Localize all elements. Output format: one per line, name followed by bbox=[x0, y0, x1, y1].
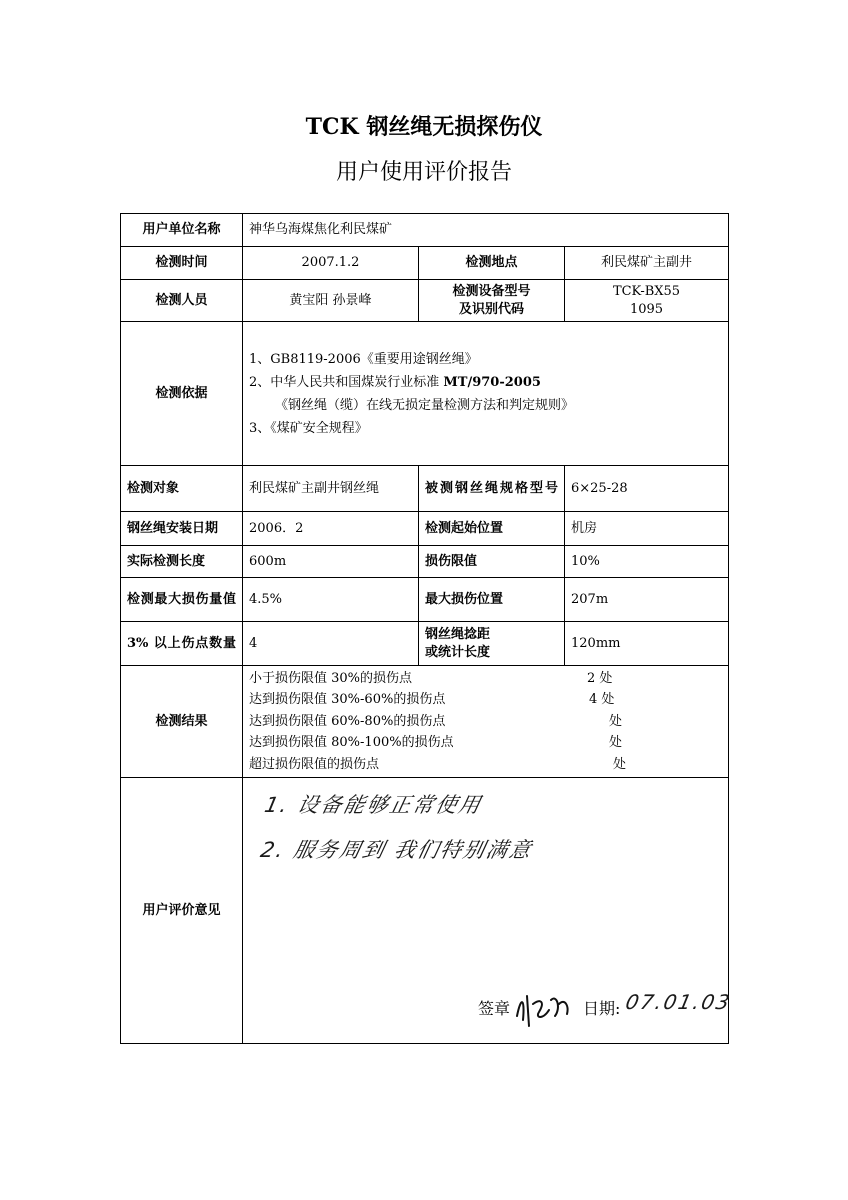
row-count-lay bbox=[121, 622, 729, 666]
result-count-1: 2 处 bbox=[587, 670, 613, 686]
basis-item-2-code: MT/970-2005 bbox=[443, 374, 541, 390]
row-basis bbox=[121, 322, 729, 466]
result-count-2: 4 处 bbox=[589, 692, 615, 708]
damage-limit-value: 10% bbox=[565, 546, 729, 578]
equipment-label bbox=[419, 280, 565, 322]
test-site-label: 检测地点 bbox=[419, 247, 565, 280]
report-title-line2: 用户使用评价报告 bbox=[335, 160, 512, 185]
test-time-value: 2007.1.2 bbox=[243, 247, 419, 280]
row-maxdamage bbox=[121, 578, 729, 622]
basis-item-2-title: 《钢丝绳（缆）在线无损定量检测方法和判定规则》 bbox=[275, 397, 575, 413]
row-install-start bbox=[121, 512, 729, 546]
equipment-label-line2: 及识别代码 bbox=[458, 301, 524, 317]
row-staff-equipment bbox=[121, 280, 729, 322]
basis-item-3: 3、《煤矿安全规程》 bbox=[249, 420, 368, 436]
row-evaluation bbox=[121, 778, 729, 1044]
test-time-label: 检测时间 bbox=[121, 247, 243, 280]
equipment-code: 1095 bbox=[629, 301, 664, 317]
result-text-5: 超过损伤限值的损伤点 bbox=[249, 756, 380, 772]
basis-label: 检测依据 bbox=[121, 322, 243, 466]
result-count-5: 处 bbox=[613, 756, 627, 772]
result-text-4: 达到损伤限值 80%-100%的损伤点 bbox=[249, 735, 454, 751]
evaluation-label: 用户评价意见 bbox=[121, 778, 243, 1044]
lay-length-label-line2: 或统计长度 bbox=[425, 644, 491, 660]
test-site-value: 利民煤矿主副井 bbox=[565, 247, 729, 280]
result-line-2 bbox=[249, 689, 722, 711]
row-object-spec bbox=[121, 466, 729, 512]
report-title-line1: TCK 钢丝绳无损探伤仪 bbox=[305, 114, 543, 140]
start-position-value: 机房 bbox=[565, 512, 729, 546]
result-text-3: 达到损伤限值 60%-80%的损伤点 bbox=[249, 713, 446, 729]
handwritten-date: 07.01.03 bbox=[623, 990, 734, 1014]
results-value bbox=[243, 666, 729, 778]
max-damage-label: 检测最大损伤量值 bbox=[121, 578, 243, 622]
equipment-label-line1: 检测设备型号 bbox=[452, 283, 531, 299]
date-label: 日期: bbox=[583, 999, 621, 1018]
equipment-model: TCK-BX55 bbox=[612, 283, 681, 299]
object-label: 检测对象 bbox=[121, 466, 243, 512]
length-value: 600m bbox=[243, 546, 419, 578]
spec-value: 6×25-28 bbox=[565, 466, 729, 512]
evaluation-area bbox=[243, 778, 734, 1042]
handwritten-comment-1: 1. 设备能够正常使用 bbox=[262, 793, 485, 817]
lay-length-label-line1: 钢丝绳捻距 bbox=[425, 626, 491, 642]
damage-count-value: 4 bbox=[243, 622, 419, 666]
start-position-label: 检测起始位置 bbox=[419, 512, 565, 546]
result-text-2: 达到损伤限值 30%-60%的损伤点 bbox=[249, 692, 446, 708]
row-length-limit bbox=[121, 546, 729, 578]
lay-length-value: 120mm bbox=[565, 622, 729, 666]
basis-item-2-text: 2、中华人民共和国煤炭行业标准 bbox=[249, 374, 444, 390]
result-count-4: 处 bbox=[609, 735, 623, 751]
equipment-value bbox=[565, 280, 729, 322]
row-time-site bbox=[121, 247, 729, 280]
basis-item-1: 1、GB8119-2006《重要用途钢丝绳》 bbox=[249, 351, 478, 367]
damage-count-label: 3% 以上伤点数量 bbox=[121, 622, 243, 666]
max-damage-value: 4.5% bbox=[243, 578, 419, 622]
object-value: 利民煤矿主副井钢丝绳 bbox=[243, 466, 419, 512]
result-line-3 bbox=[249, 711, 722, 733]
evaluation-value bbox=[243, 778, 734, 1044]
lay-length-label bbox=[419, 622, 565, 666]
row-results bbox=[121, 666, 729, 778]
basis-item-2 bbox=[249, 371, 722, 394]
result-line-1 bbox=[249, 668, 722, 690]
install-date-label: 钢丝绳安装日期 bbox=[121, 512, 243, 546]
damage-limit-label: 损伤限值 bbox=[419, 546, 565, 578]
result-count-3: 处 bbox=[609, 713, 623, 729]
result-line-5 bbox=[249, 754, 722, 776]
staff-label: 检测人员 bbox=[121, 280, 243, 322]
handwritten-comment-2: 2. 服务周到 我们特别满意 bbox=[258, 838, 535, 862]
basis-value bbox=[243, 322, 729, 466]
sign-label: 签章 bbox=[478, 999, 511, 1018]
length-label: 实际检测长度 bbox=[121, 546, 243, 578]
row-user-unit bbox=[121, 214, 729, 247]
install-date-value: 2006．2 bbox=[243, 512, 419, 546]
evaluation-form-table bbox=[120, 213, 734, 1044]
results-label: 检测结果 bbox=[121, 666, 243, 778]
result-line-4 bbox=[249, 732, 722, 754]
user-unit-value: 神华乌海煤焦化利民煤矿 bbox=[243, 214, 729, 247]
user-unit-label: 用户单位名称 bbox=[121, 214, 243, 247]
signature-image bbox=[511, 986, 575, 1030]
spec-label: 被测钢丝绳规格型号 bbox=[419, 466, 565, 512]
max-damage-position-label: 最大损伤位置 bbox=[419, 578, 565, 622]
max-damage-position-value: 207m bbox=[565, 578, 729, 622]
staff-value: 黄宝阳 孙景峰 bbox=[243, 280, 419, 322]
result-text-1: 小于损伤限值 30%的损伤点 bbox=[249, 670, 413, 686]
